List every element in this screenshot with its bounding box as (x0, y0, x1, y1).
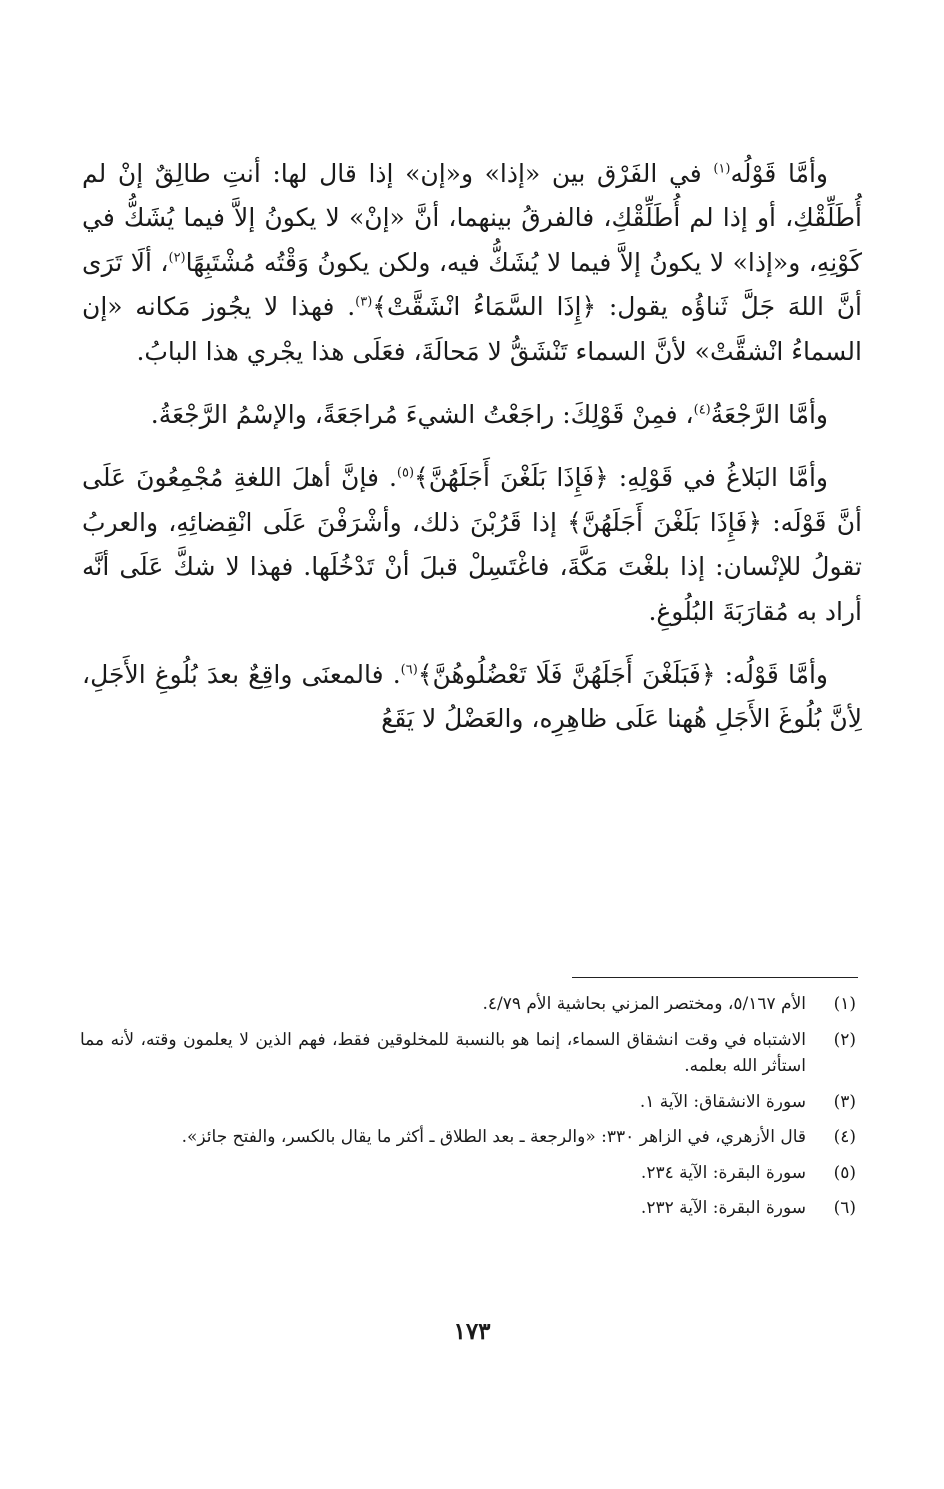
paragraph-3 (82, 456, 862, 634)
footnote-item (80, 1195, 856, 1222)
footnote-marker: (٦) (400, 662, 418, 678)
paragraph-text: وأمَّا الرَّجْعَةُ (710, 400, 828, 430)
footnote-number: (٣) (833, 1091, 856, 1112)
footnote-marker: (١) (713, 161, 731, 177)
footnote-number: (٥) (833, 1162, 856, 1183)
paragraph-text: . فالمعنَى واقِعٌ بعدَ بُلُوغِ الأَجَلِ، لِأنَّ بُلُوغَ الأَجَلِ هُهنا عَلَى ظاهِرِه، والعَضْلُ لا يَقَعُ (82, 660, 862, 734)
footnote-marker: (٤) (693, 402, 711, 418)
footnote-text: سورة البقرة: الآية ٢٣٤. (640, 1162, 806, 1183)
footnote-item (80, 991, 856, 1018)
footnote-text: الأم ٥/١٦٧، ومختصر المزني بحاشية الأم ٤/٧٩. (482, 994, 806, 1014)
footnote-marker: (٢) (168, 250, 186, 266)
paragraph-text: ، فمِنْ قَوْلِكَ: راجَعْتُ الشيءَ مُراجَعَةً، والإسْمُ الرَّجْعَةُ. (150, 400, 694, 430)
page-number: ١٧٣ (453, 1318, 491, 1345)
footnote-number: (٤) (833, 1127, 856, 1147)
footnote-number: (٦) (833, 1198, 856, 1218)
footnote-item (80, 1089, 856, 1116)
footnote-item (80, 1027, 856, 1080)
footnote-item (80, 1160, 856, 1187)
paragraph-1 (82, 152, 862, 374)
paragraph-4 (82, 653, 862, 742)
paragraph-text: . فإنَّ أهلَ اللغةِ مُجْمِعُونَ عَلَى أنَّ قَوْلَه: ﴿فَإِذَا بَلَغْنَ أَجَلَهُنَّ﴾ إذا قَرُبْنَ ذلك، وأشْرَفْنَ عَلَى انْقِضائِهِ، والعربُ تقولُ للإنْسان: إذا بلغْتَ مَكَّةَ، فاغْتَسِلْ قبلَ أنْ تَدْخُلَها. فهذا لا شكَّ عَلَى أنَّه أراد به مُقارَبَةَ البُلُوغِ. (82, 463, 862, 626)
footnote-text: سورة الانشقاق: الآية ١. (639, 1091, 806, 1112)
footnote-number: (٢) (833, 1029, 856, 1050)
footnote-item (80, 1124, 856, 1151)
footnote-text: الاشتباه في وقت انشقاق السماء، إنما هو بالنسبة للمخلوقين فقط، فهم الذين لا يعلمون وقته، لأنه مما استأثر الله بعلمه. (80, 1029, 806, 1076)
footnote-marker: (٣) (355, 294, 373, 310)
footnotes (80, 991, 856, 1231)
paragraph-text: وأمَّا البَلاغُ في قَوْلِهِ: ﴿فَإِذَا بَلَغْنَ أَجَلَهُنَّ﴾ (414, 463, 828, 493)
paragraph-text: . فهذا لا يجُوز مَكانه «إن السماءُ انْشقَّتْ» لأنَّ السماء تَنْشَقُّ لا مَحالَةَ، فعَلَى هذا يجْري هذا البابُ. (82, 292, 862, 366)
footnote-number: (١) (833, 994, 856, 1014)
footnote-separator (572, 977, 858, 978)
paragraph-text: في الفَرْق بين «إذا» و«إن» إذا قال لها: أنتِ طالِقٌ إنْ لم أُطَلِّقْكِ، أو إذا لم أُطَلِّقْكِ، فالفرقُ بينهما، أنَّ «إنْ» لا يكونُ إلاَّ فيما يُشَكُّ في كَوْنِهِ، و«إذا» لا يكونُ إلاَّ فيما لا يُشَكُّ فيه، ولكن يكونُ وَقْتُه مُشْتَبِهًا (82, 159, 862, 277)
main-text (82, 152, 862, 761)
footnote-text: سورة البقرة: الآية ٢٣٢. (640, 1198, 806, 1218)
paragraph-2 (82, 393, 862, 437)
paragraph-text: وأمَّا قَوْلُه (730, 159, 828, 188)
paragraph-text: ، ألَا تَرَى أنَّ اللهَ جَلَّ ثَناؤُه يقول: ﴿إِذَا السَّمَاءُ انْشَقَّتْ﴾ (82, 247, 863, 322)
footnote-text: قال الأزهري، في الزاهر ٣٣٠: «والرجعة ـ بعد الطلاق ـ أكثر ما يقال بالكسر، والفتح جائز». (181, 1127, 806, 1147)
footnote-marker: (٥) (396, 466, 415, 482)
paragraph-text: وأمَّا قَوْلُه: ﴿فَبَلَغْنَ أَجَلَهُنَّ فَلَا تَعْضُلُوهُنَّ﴾ (417, 660, 829, 690)
